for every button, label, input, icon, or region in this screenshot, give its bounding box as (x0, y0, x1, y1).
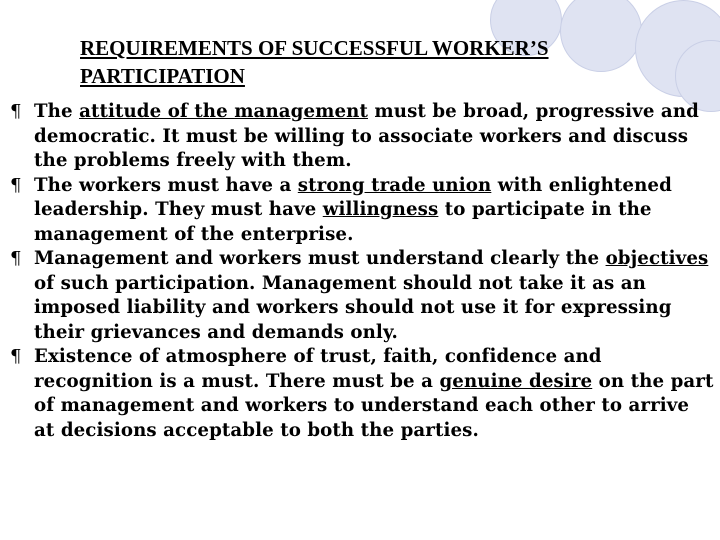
bullet-list (10, 100, 715, 443)
text-segment: Existence of atmosphere of trust, faith, confidence and recognition is a must. There must be a (34, 346, 602, 392)
bullet-marker-icon: ¶ (10, 101, 22, 122)
bullet-text (34, 100, 715, 174)
bullet-text (34, 345, 715, 443)
text-segment: Management and workers must understand clearly the (34, 248, 606, 269)
bullet-item (10, 247, 715, 345)
bullet-text (34, 174, 715, 248)
slide-title: REQUIREMENTS OF SUCCESSFUL WORKER’S PARTICIPATION (80, 36, 549, 88)
bullet-marker-icon: ¶ (10, 248, 22, 269)
bullet-text (34, 247, 715, 345)
bullet-item (10, 174, 715, 248)
underlined-phrase: attitude of the management (79, 101, 368, 122)
underlined-phrase: willingness (322, 199, 439, 220)
underlined-phrase: genuine desire (439, 370, 593, 392)
underlined-phrase: objectives (605, 248, 709, 269)
underlined-phrase: strong trade union (297, 174, 492, 196)
text-segment: must be broad, progressive and democratic. It must be willing to associate workers and discuss the problems freely with them. (34, 101, 699, 171)
text-segment: of such participation. Management should not take it as an imposed liability and workers should not use it for expressing their grievances and demands only. (34, 272, 672, 343)
text-segment: The (34, 101, 80, 122)
bullet-marker-icon: ¶ (10, 346, 22, 367)
text-segment: with enlightened leadership. They must have (34, 174, 672, 220)
bullet-item (10, 100, 715, 174)
text-segment: The workers must have a (34, 174, 298, 196)
text-segment: on the part of management and workers to understand each other to arrive at decisions acceptable to both the parties. (34, 370, 714, 441)
bullet-item (10, 345, 715, 443)
text-segment: to participate in the management of the enterprise. (34, 199, 652, 245)
bullet-marker-icon: ¶ (10, 174, 22, 196)
